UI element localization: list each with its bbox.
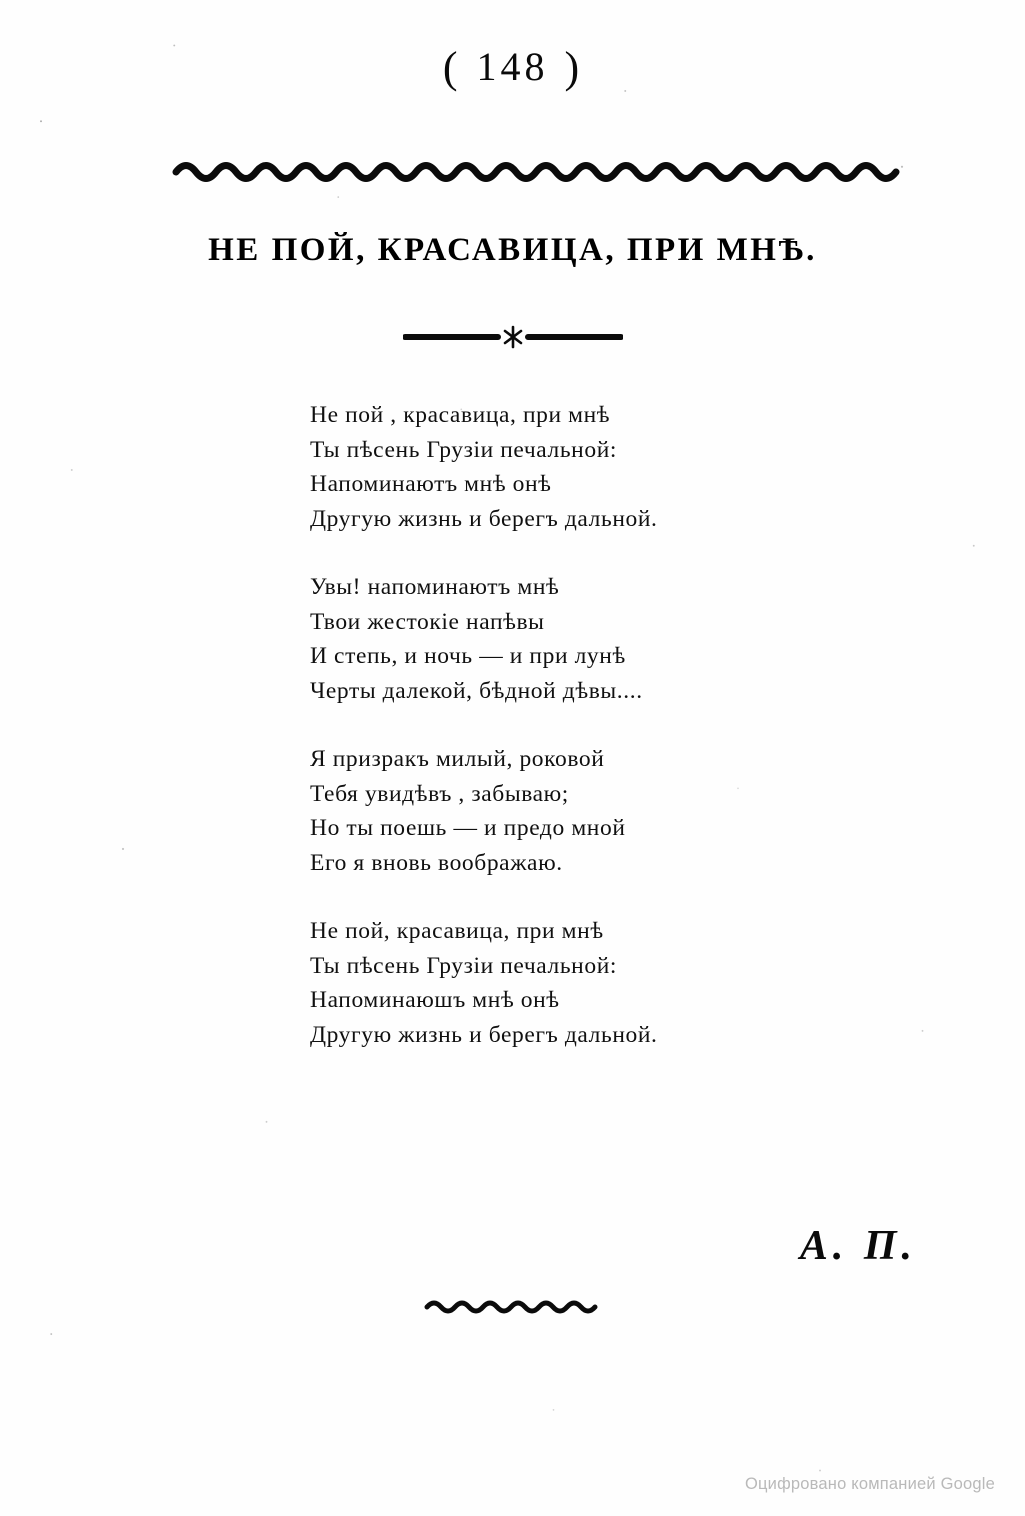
stanza [310,398,870,536]
poem-body [310,398,870,1086]
poem-line: И степь, и ночь — и при лунѣ [310,643,626,669]
page-number-paren-left: ( [442,43,461,92]
title-divider-ornament [0,322,1025,357]
poem-line: Тебя увидѣвъ , забываю; [310,780,569,807]
author-signature: А. П. [799,1223,917,1269]
poem-line: Напоминаюшъ мнѣ онѣ [310,987,560,1013]
poem-line: Я призракъ милый, роковой [310,746,605,772]
poem-line: Твои жестокіе напѣвы [310,608,545,635]
page-title: НЕ ПОЙ, КРАСАВИЦА, ПРИ МНѢ. [208,232,817,268]
stanza [310,914,870,1052]
poem-line: Ты пѣсень Грузіи печальной: [310,436,618,463]
poem-line: Но ты поешь — и предо мной [310,815,626,841]
poem-line: Его я вновь воображаю. [310,849,563,876]
wavy-rule-ornament-top [172,152,932,188]
poem-line: Другую жизнь и берегъ дальной. [310,1021,658,1048]
poem-line: Ты пѣсень Грузіи печальной: [310,952,618,979]
poem-line: Напоминаютъ мнѣ онѣ [310,471,552,497]
poem-line: Другую жизнь и берегъ дальной. [310,505,658,532]
poem-line: Черты далекой, бѣдной дѣвы.... [310,677,643,704]
poem-line: Не пой , красавица, при мнѣ [310,402,611,428]
page-number-paren-right: ) [564,43,583,92]
page-number-value: 148 [476,44,549,89]
poem-line: Увы! напоминаютъ мнѣ [310,574,560,600]
stanza [310,742,870,880]
wavy-rule-ornament-bottom [0,1296,1025,1323]
digitization-watermark: Оцифровано компанией Google [744,1475,995,1493]
page-number [0,42,1025,93]
poem-line: Не пой, красавица, при мнѣ [310,918,604,944]
stanza [310,570,870,708]
